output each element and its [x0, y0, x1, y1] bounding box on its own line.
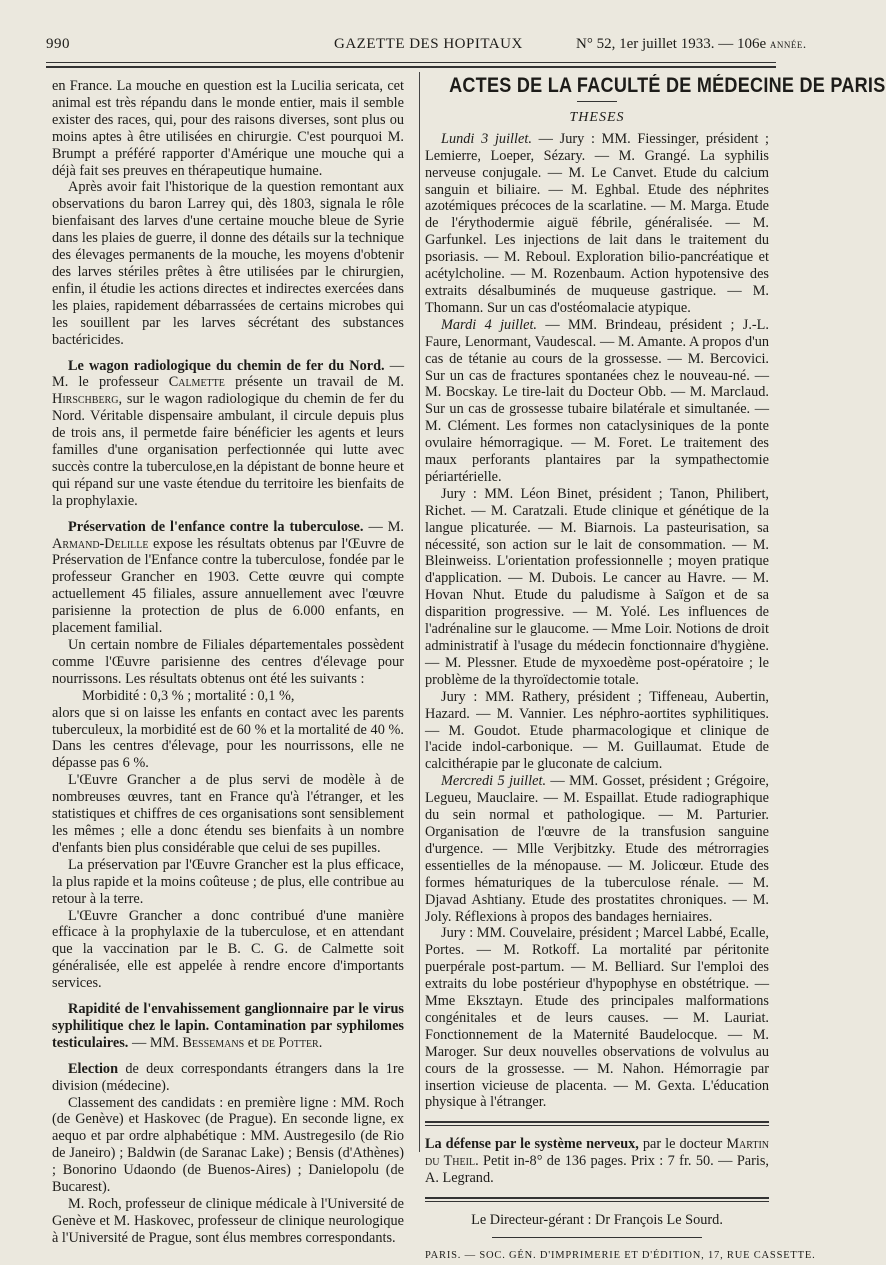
page-number: 990 — [46, 36, 70, 52]
header-rule-thick — [46, 66, 776, 68]
paragraph-prophylaxie: L'Œuvre Grancher a donc contribué d'une manière efficace à la prophylaxie de la tuberculose, et en attendant que la vaccination par le B. C. G. de Calmette soit généralisée, elle est appelée à rendre encore d'importants services. — [52, 907, 404, 992]
paragraph-larrey: Après avoir fait l'historique de la question remontant aux observations du baron Larrey qui, dès 1803, signala le rôle bienfaisant des larves d'une certaine mouche bleue de Syrie dans les plaies de guerre, il donne des détails sur la technique des élevages permanents de la mouche, les moyens d'obtenir des larves stériles prêtes à être utilisées par le chirurgien, enfin, il étudie les actions directes et indirectes exercées dans les plaies, rapidement débarrassées de certains microbes qui les souillent par les larves sécrétant des substances bactéricides. — [52, 179, 404, 348]
section-divider — [425, 1121, 769, 1126]
heading-syphilis: Rapidité de l'envahissement ganglionnaire par le virus syphilitique chez le lapin. Contamination par syphilomes testiculaires. — [52, 1001, 404, 1051]
book-title: La défense par le système nerveux, — [425, 1136, 639, 1153]
book-notice: La défense par le système nerveux, par le docteur Martin du Theil. Petit in-8° de 136 pages. Prix : 7 fr. 50. — Paris, A. Legrand. — [425, 1136, 770, 1187]
paragraph-classement: Classement des candidats : en première ligne : MM. Roch (de Genève) et Haskovec (de Prague). En seconde ligne, ex aequo et par ordre alphabétique : MM. Austregesilo (de Rio de Janeiro) ; Baldwin (de Saranac Lake) ; Bensis (d'Athènes) ; Bonorino Udaondo (de Buenos-Aires) ; Danielopolu (de Bucarest). — [52, 1094, 404, 1196]
issue-date: N° 52, 1er juillet 1933. — 106e — [576, 36, 767, 52]
printer-line: PARIS. — SOC. GÉN. D'IMPRIMERIE ET D'ÉDITION, 17, RUE CASSETTE. — [425, 1250, 816, 1261]
paragraph-elus: M. Roch, professeur de clinique médicale à l'Université de Genève et M. Haskovec, professeur de clinique neurologique à l'Université de Prague, sont élus membres correspondants. — [52, 1196, 404, 1246]
issue-info — [576, 36, 807, 53]
heading-preservation: Préservation de l'enfance contre la tuberculose. — [68, 518, 364, 535]
paragraph-wagon: Le wagon radiologique du chemin de fer du Nord. — M. le professeur Calmette présente un travail de M. Hirschberg, sur le wagon radiologique du chemin de fer du Nord. Véritable dispensaire ambulant, il circule depuis plus de trois ans, il permetde faire bénéficier les agents et leurs familles d'une organisation perfectionnée qui lutte avec succès contre la tuberculose,en la dépistant de bonne heure et qui répand sur une vaste étendue du territoire les bienfaits de la prophylaxie. — [52, 357, 404, 509]
paragraph-syphilis: Rapidité de l'envahissement ganglionnaire par le virus syphilitique chez le lapin. Contamination par syphilomes testiculaires. — MM. Bessemans et de Potter. — [52, 1001, 404, 1051]
column-divider — [419, 72, 420, 1152]
theses-jury-binet: Jury : MM. Léon Binet, président ; Tanon, Philibert, Richet. — M. Caratzali. Etude clinique et génétique de la langue plicaturée. — M. Biarnois. La pasteurisation, sa nécessité, son action sur le lait de consommation. — M. Bleinweiss. L'orientation professionnelle ; moyen pratique d'application. — M. Dubois. Le cancer au Havre. — M. Hovan Nhut. Etude du paludisme à Saïgon et de sa disparition progressive. — M. Yolé. Les influences de l'adrénaline sur le glaucome. — Mme Loir. Notions de droit administratif à l'usage du médecin fonctionnaire d'hygiène. — M. Plessner. Etude de myxoedème post-opératoire ; le problème de la thyroïdectomie totale. — [425, 485, 769, 688]
issue-year-label: année. — [769, 36, 807, 51]
theses-mercredi: Mercredi 5 juillet. — MM. Gosset, président ; Grégoire, Legueu, Mauclaire. — M. Espaillat. Etude radiographique du sein normal et pathologique. — M. Parturier. Organisation de l'œuvre de la transfusion sanguine d'urgence. — Mlle Verjbitzky. Etude des métrorragies essentielles de la ménopause. — M. Jolicœur. Etude des formes hématuriques de la tuberculose rénale. — M. Djavad Ashtiany. Etude des prostatites chroniques. — M. Joly. Réflexions à propos des bandages herniaires. — [425, 773, 770, 925]
title-rule — [577, 101, 617, 102]
paragraph-filiales: Un certain nombre de Filiales départementales possèdent comme l'Œuvre parisienne des centres d'élevage pour nourrissons. Les résultats obtenus ont été les suivants : — [52, 637, 404, 687]
paragraph-contact: alors que si on laisse les enfants en contact avec les parents tuberculeux, la morbidité est de 60 % et la mortalité de 40 %. Dans les centres d'élevage, pour les nourrissons, elle ne dépasse pas 6 %. — [52, 704, 404, 772]
directeur-gerant: Le Directeur-gérant : Dr François Le Sourd. — [471, 1212, 723, 1229]
paragraph-lucilia: en France. La mouche en question est la Lucilia sericata, cet animal est très répandu dans le monde entier, mais il semble exister des races, qui, pour des raisons diverses, sont plus ou moins aptes à être utilisées en chirurgie. C'est pourquoi M. Brumpt a préféré rapporter d'Amérique une mouche qui a déjà fait ses preuves en thérapeutique humaine. — [52, 78, 404, 179]
theses-label: THESES — [569, 109, 625, 125]
theses-jury-rathery: Jury : MM. Rathery, président ; Tiffeneau, Aubertin, Hazard. — M. Vannier. Les néphro-aortites syphilitiques. — M. Goudot. Etude pharmacologique et clinique de l'acide indol-carbonique. — M. Guillaumat. Etude de calcithérapie par le gluconate de calcium. — [425, 688, 769, 773]
footer-rule — [492, 1237, 702, 1238]
paragraph-modele: L'Œuvre Grancher a de plus servi de modèle à de nombreuses œuvres, tant en France qu'à l'étranger, et les statistiques et chiffres de ces organisations sont sensiblement les mêmes ; elle a donc étendu ses bienfaits à un nombre d'enfants bien plus considérable que celui de ses pupilles. — [52, 772, 404, 856]
left-column — [52, 78, 404, 1247]
section-title: ACTES DE LA FACULTÉ DE MÉDECINE DE PARIS — [449, 74, 886, 97]
journal-title: GAZETTE DES HOPITAUX — [334, 36, 523, 52]
header-rule — [46, 62, 776, 63]
paragraph-morbidite: Morbidité : 0,3 % ; mortalité : 0,1 %, — [82, 687, 295, 704]
right-column — [425, 74, 886, 1265]
theses-lundi: Lundi 3 juillet. — Jury : MM. Fiessinger, président ; Lemierre, Loeper, Sézary. — M. Grangé. La syphilis nerveuse conjugale. — M. Le Canvet. Etude du calcium sanguin et biliaire. — M. Eghbal. Etude des néphrites azotémiques précoces de la scarlatine. — M. Marga. Etude de l'érythodermie aiguë fébrile, généralisée. — M. Garfunkel. Les injections de lait dans le traitement du psoriasis. — M. Reboul. Exploration bilio-pancréatique et acétylcholine. — M. Rozenbaum. Action hypotensive des extraits désalbuminés de muqueuse gastrique. — M. Thomann. Sur un cas d'ostéomalacie atypique. — [425, 130, 769, 316]
heading-election: Election — [68, 1060, 119, 1077]
book-divider — [425, 1197, 769, 1202]
paragraph-efficace: La préservation par l'Œuvre Grancher est la plus efficace, la plus rapide et la moins coûteuse ; de plus, elle contribue au retour à la terre. — [52, 856, 404, 907]
heading-wagon: Le wagon radiologique du chemin de fer du Nord. — [68, 357, 385, 374]
page-header — [46, 30, 807, 56]
paragraph-election: Election de deux correspondants étrangers dans la 1re division (médecine). — [52, 1060, 404, 1094]
paragraph-preservation: Préservation de l'enfance contre la tuberculose. — M. Armand-Delille expose les résultats obtenus par l'Œuvre de Préservation de l'Enfance contre la tuberculose, fondée par le professeur Grancher en 1903. Cette œuvre qui compte actuellement 45 filiales, assure annuellement avec l'œuvre parisienne la protection de plus de 6.000 enfants, en placement familial. — [52, 518, 404, 637]
theses-jury-couvelaire: Jury : MM. Couvelaire, président ; Marcel Labbé, Ecalle, Portes. — M. Rotkoff. La mortalité par péritonite puerpérale post-partum. — M. Belliard. Sur l'emploi des extraits du lobe postérieur d'hypophyse en obstétrique. — Mme Eksztayn. Etude des principales malformations congénitales et de leurs causes. — M. Lauriat. Fonctionnement de la Maternité Baudelocque. — M. Maroger. Sur deux nouvelles observations de volvulus au cours de la grossesse. — M. Nahon. Hémorragie par insertion vicieuse de placenta. — M. Gexta. L'éducation physique à l'étranger. — [425, 925, 769, 1111]
theses-mardi: Mardi 4 juillet. — MM. Brindeau, président ; J.-L. Faure, Lenormant, Vaudescal. — M. Amante. A propos d'un cas de tétanie au cours de la grossesse. — M. Bercovici. Sur un cas de fractures spontanées chez le nouveau-né. — M. Bocskay. Le tire-lait du Docteur Obb. — M. Marclaud. Sur un cas de grossesse tubaire bilatérale et simultanée. — M. Clément. Les formes non cataclysiniques de la ponte ovulaire hémorragique. — M. Foret. Le traitement des maux perforants plantaires par la sympathectomie périartérielle. — [425, 316, 769, 485]
